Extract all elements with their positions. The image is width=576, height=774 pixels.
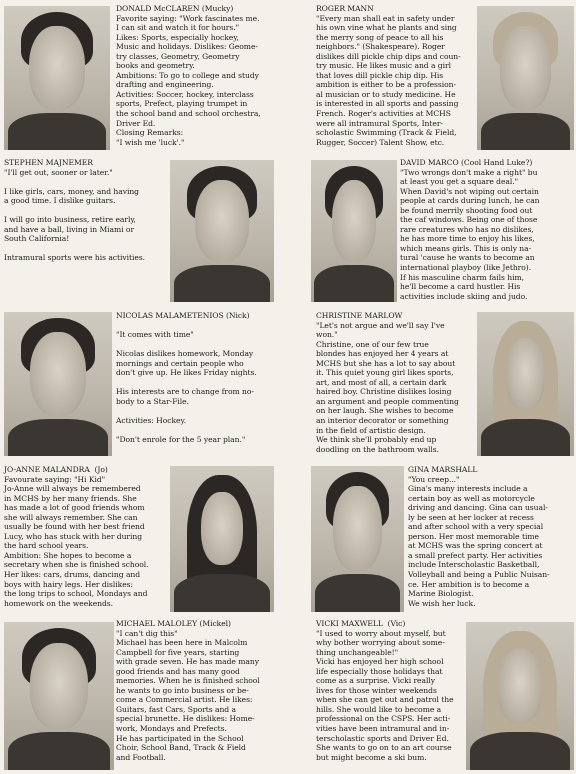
bio-line: "I'll get out, sooner or later.": [4, 167, 113, 177]
bio-roger-mann: [316, 4, 461, 147]
bio-line: and after school with a very special: [408, 522, 544, 532]
bio-line: the hard school years.: [4, 541, 89, 551]
bio-line: French. Roger's activities at MCHS: [316, 109, 451, 119]
student-name-heading: DONALD McCLAREN (Mucky): [116, 4, 234, 13]
bio-line: Rugger, Soccer) Talent Show, etc.: [316, 137, 445, 147]
bio-gina-marshall: [408, 465, 550, 608]
bio-line: driving and dancing. Gina can usual-: [408, 503, 548, 513]
bio-line: tural 'cause he wants to become an: [400, 253, 535, 263]
bio-line: Closing Remarks:: [116, 128, 184, 138]
bio-line: scholastic Swimming (Track & Field,: [316, 128, 457, 138]
bio-line: when she can get out and patrol the: [316, 695, 454, 705]
bio-line: were all intramural Sports, Inter-: [316, 118, 443, 128]
bio-line: has made a lot of good friends whom: [4, 503, 145, 513]
bio-line: Choir, School Band, Track & Field: [116, 743, 246, 753]
bio-line: I like girls, cars, money, and having: [4, 186, 139, 196]
bio-stephen-majnemer: [4, 158, 145, 263]
bio-line: She wants to go on to an art course: [316, 743, 452, 753]
bio-line: "I can't dig this": [116, 628, 178, 638]
bio-line: person. Her most memorable time: [408, 531, 539, 541]
bio-line: [4, 244, 145, 254]
bio-line: in MCHS by her many friends. She: [4, 493, 137, 503]
bio-line: neighbors." (Shakespeare). Roger: [316, 42, 445, 52]
bio-line: his own vine what he plants and sing: [316, 23, 457, 33]
bio-line: "Two wrongs don't make a right" bu: [400, 167, 538, 177]
bio-line: an argument and people commenting: [316, 396, 459, 406]
bio-line: Volleyball and being a Public Nuisan-: [408, 570, 550, 580]
bio-line: Favorite saying: "Work fascinates me.: [116, 13, 260, 23]
bio-line: professional on the CSPS. Her acti-: [316, 714, 451, 724]
student-name-heading: MICHAEL MALOLEY (Mickel): [116, 619, 231, 628]
bio-line: [4, 177, 145, 187]
bio-line: mornings and certain people who: [116, 358, 244, 368]
bio-nicolas-malametenios: [116, 311, 257, 445]
bio-line: hills. She would like to become a: [316, 704, 442, 714]
bio-line: Activities: Hockey.: [116, 416, 187, 426]
bio-line: drafting and engineering.: [116, 80, 214, 90]
student-name-heading: NICOLAS MALAMETENIOS (Nick): [116, 311, 250, 320]
bio-line: books and geometry.: [116, 61, 195, 71]
bio-line: I will go into business, retire early,: [4, 215, 136, 225]
photo-roger-mann: [477, 6, 574, 150]
photo-stephen-majnemer: [170, 160, 274, 302]
bio-line: Favourate saying: "Hi Kid": [4, 474, 106, 484]
bio-line: dislikes dill pickle chip dips and coun-: [316, 51, 461, 61]
bio-line: try classes, Geometry, Geometry: [116, 51, 240, 61]
bio-line: the school band and school orchestra,: [116, 109, 261, 119]
bio-line: I can sit and watch it for hours.": [116, 23, 240, 33]
bio-line: which means girls. This is only na-: [400, 243, 532, 253]
bio-line: he'll become a card hustler. His: [400, 282, 521, 292]
photo-donald-mcclaren: [4, 6, 110, 150]
bio-line: secretary when she is finished school.: [4, 560, 149, 570]
bio-line: international playboy (like Jethro).: [400, 263, 532, 273]
bio-line: the merry song of peace to all his: [316, 32, 444, 42]
bio-line: [4, 206, 145, 216]
bio-line: but might become a ski bum.: [316, 752, 427, 762]
bio-line: ambition is either to be a profession-: [316, 80, 456, 90]
bio-line: is interested in all sports and passing: [316, 99, 459, 109]
bio-line: on her laugh. She wishes to become: [316, 406, 454, 416]
bio-line: "I wish me 'luck'.": [116, 137, 185, 147]
bio-line: come as a surprise. Vicki really: [316, 676, 435, 686]
bio-donald-mcclaren: [116, 4, 261, 147]
bio-line: We wish her luck.: [408, 598, 476, 608]
bio-line: [116, 406, 257, 416]
bio-line: and Football.: [116, 752, 166, 762]
photo-jo-anne-malandra: [170, 466, 274, 612]
bio-line: Jo-Anne will always be remembered: [4, 484, 141, 494]
student-name-heading: ROGER MANN: [316, 4, 374, 13]
bio-line: won.": [316, 330, 338, 340]
bio-line: in the field of artistic design.: [316, 425, 426, 435]
bio-line: she will always remember. She can: [4, 512, 138, 522]
bio-line: include Interscholastic Basketball,: [408, 560, 540, 570]
bio-line: with grade seven. He has made many: [116, 657, 259, 667]
bio-line: Ambitions: To go to college and study: [116, 70, 259, 80]
bio-line: South California!: [4, 234, 70, 244]
student-name-heading: JO-ANNE MALANDRA (Jo): [4, 465, 108, 474]
bio-line: people at cards during lunch, he can: [400, 196, 540, 206]
bio-line: blondes has enjoyed her 4 years at: [316, 349, 449, 359]
bio-line: Nicolas dislikes homework, Monday: [116, 349, 254, 359]
bio-line: "Let's not argue and we'll say I've: [316, 320, 445, 330]
bio-line: try music. He likes music and a girl: [316, 61, 451, 71]
bio-line: and have a ball, living in Miami or: [4, 224, 135, 234]
bio-david-marco: [400, 158, 540, 301]
bio-line: life especially those holidays that: [316, 666, 443, 676]
bio-line: a good time. I dislike guitars.: [4, 196, 116, 206]
photo-vicki-maxwell: [466, 622, 574, 770]
bio-line: haired boy. Christine dislikes losing: [316, 387, 452, 397]
bio-line: memories. When he is finished school: [116, 676, 260, 686]
bio-line: certain boy as well as motorcycle: [408, 493, 535, 503]
bio-line: he wants to go into business or be-: [116, 685, 249, 695]
bio-line: special brunette. He dislikes: Home-: [116, 714, 255, 724]
bio-line: homework on the weekends.: [4, 598, 113, 608]
bio-line: don't give up. He likes Friday nights.: [116, 368, 257, 378]
bio-line: Driver Ed.: [116, 118, 156, 128]
bio-line: Music and holidays. Dislikes: Geome-: [116, 42, 258, 52]
bio-line: His interests are to change from no-: [116, 387, 254, 397]
bio-line: body to a Star-File.: [116, 396, 189, 406]
photo-christine-marlow: [477, 312, 574, 456]
bio-line: He has participated in the School: [116, 733, 244, 743]
bio-line: Activities: Soccer, hockey, interclass: [116, 89, 254, 99]
bio-line: ly be seen at her locker at recess: [408, 512, 534, 522]
bio-line: at MCHS was the spring concert at: [408, 541, 543, 551]
bio-line: Guitars, fast Cars, Sports and a: [116, 704, 236, 714]
bio-line: be found merrily shooting food out: [400, 205, 533, 215]
bio-line: Marine Biologist.: [408, 589, 474, 599]
bio-line: Intramural sports were his activities.: [4, 253, 146, 263]
bio-line: at least you get a square deal.": [400, 177, 519, 187]
bio-line: MCHS but she has a lot to say about: [316, 358, 456, 368]
bio-line: Likes: Sports, especially hockey,: [116, 32, 239, 42]
bio-line: work, Mondays and Prefects.: [116, 724, 227, 734]
photo-gina-marshall: [311, 466, 404, 612]
bio-line: [116, 378, 257, 388]
bio-line: Gina's many interests include a: [408, 484, 528, 494]
bio-line: the caf windows. Being one of those: [400, 215, 538, 225]
bio-line: boys with hairy legs. Her dislikes:: [4, 579, 134, 589]
bio-line: "Every man shall eat in safety under: [316, 13, 455, 23]
bio-line: a small prefect party. Her activities: [408, 550, 543, 560]
student-name-heading: DAVID MARCO (Cool Hand Luke?): [400, 158, 533, 167]
bio-line: usually be found with her best friend: [4, 522, 145, 532]
student-name-heading: VICKI MAXWELL (Vic): [316, 619, 406, 628]
bio-line: the long trips to school, Mondays and: [4, 589, 148, 599]
bio-line: he has more time to enjoy his likes,: [400, 234, 535, 244]
bio-line: [116, 426, 257, 436]
bio-line: vities have been intramural and in-: [316, 724, 450, 734]
bio-line: "I used to worry about myself, but: [316, 628, 446, 638]
bio-line: Campbell for five years, starting: [116, 647, 240, 657]
bio-line: When David's not wiping out certain: [400, 186, 539, 196]
bio-line: "It comes with time": [116, 330, 194, 340]
bio-line: terscholastic sports and Driver Ed.: [316, 733, 449, 743]
bio-line: it. This quiet young girl likes sports,: [316, 368, 454, 378]
bio-line: Michael has been here in Malcolm: [116, 638, 248, 648]
photo-david-marco: [311, 160, 397, 302]
bio-line: an interior decorator or something: [316, 416, 449, 426]
bio-jo-anne-malandra: [4, 465, 149, 608]
bio-line: good friends and has many good: [116, 666, 240, 676]
bio-line: al musician or to study medicine. He: [316, 89, 456, 99]
bio-line: rare creatures who has no dislikes,: [400, 224, 534, 234]
photo-michael-maloley: [4, 622, 114, 770]
bio-line: [116, 340, 257, 350]
bio-line: sports, Prefect, playing trumpet in: [116, 99, 248, 109]
bio-michael-maloley: [116, 619, 260, 762]
bio-line: [116, 321, 257, 331]
bio-line: lives for those winter weekends: [316, 685, 437, 695]
bio-line: Vicki has enjoyed her high school: [316, 657, 444, 667]
bio-line: that loves dill pickle chip dip. His: [316, 70, 444, 80]
bio-line: why bother worrying about some-: [316, 638, 445, 648]
bio-christine-marlow: [316, 311, 459, 454]
student-name-heading: GINA MARSHALL: [408, 465, 478, 474]
bio-line: If his masculine charm fails him,: [400, 272, 524, 282]
bio-line: Christine, one of our few true: [316, 339, 429, 349]
student-name-heading: STEPHEN MAJNEMER: [4, 158, 93, 167]
bio-line: ce. Her ambition is to become a: [408, 579, 530, 589]
bio-line: Her likes: cars, drums, dancing and: [4, 570, 141, 580]
bio-line: "Don't enrole for the 5 year plan.": [116, 435, 246, 445]
student-name-heading: CHRISTINE MARLOW: [316, 311, 403, 320]
bio-line: We think she'll probably end up: [316, 435, 437, 445]
bio-line: "You creep...": [408, 474, 460, 484]
photo-nicolas-malametenios: [4, 312, 112, 456]
bio-line: Lucy, who has stuck with her during: [4, 531, 143, 541]
bio-line: come a Commercial artist. He likes:: [116, 695, 253, 705]
bio-line: art, and most of all, a certain dark: [316, 377, 447, 387]
bio-line: Ambition: She hopes to become a: [4, 550, 132, 560]
bio-line: doodling on the bathroom walls.: [316, 444, 439, 454]
bio-line: activities include skiing and judo.: [400, 291, 528, 301]
bio-vicki-maxwell: [316, 619, 454, 762]
bio-line: thing unchangeable!": [316, 647, 399, 657]
